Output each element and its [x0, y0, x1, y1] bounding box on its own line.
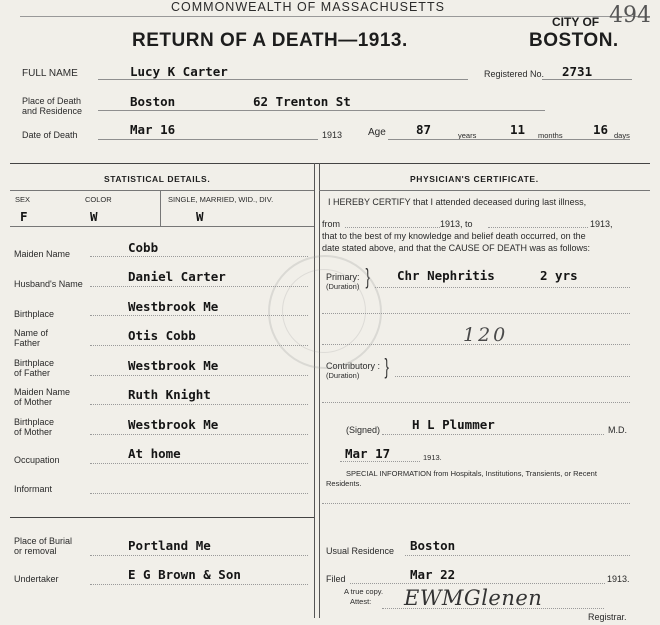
occupation-value: At home — [128, 446, 181, 461]
place-label-2: and Residence — [22, 106, 83, 116]
contributory-label: Contributory : — [326, 361, 381, 371]
contributory-brace: } — [384, 354, 389, 379]
document-title: RETURN OF A DEATH—1913. — [132, 30, 408, 51]
registered-number: 2731 — [562, 64, 593, 79]
registered-label: Registered No. — [484, 69, 545, 79]
mother-maiden-name-value: Ruth Knight — [128, 387, 211, 402]
city-of-label: CITY OF — [552, 15, 600, 29]
handwritten-code: 120 — [463, 324, 509, 346]
age-label: Age — [368, 127, 386, 138]
undertaker-value: E G Brown & Son — [128, 567, 241, 582]
primary-duration-label: (Duration) — [326, 282, 360, 291]
primary-brace: } — [365, 264, 370, 289]
maiden-name-value: Cobb — [128, 240, 159, 255]
from-label: from — [322, 219, 340, 229]
primary-label: Primary: — [326, 272, 360, 282]
city-name: BOSTON. — [529, 30, 619, 51]
usual-residence-label: Usual Residence — [326, 546, 395, 556]
commonwealth-heading: COMMONWEALTH OF MASSACHUSETTS — [171, 0, 445, 14]
certify-line-1: I HEREBY CERTIFY that I attended deceased during last illness, — [328, 197, 587, 207]
maiden-name-label: Maiden Name — [14, 249, 71, 259]
full-name-label: FULL NAME — [22, 68, 78, 79]
father-name-label-1: Name of — [14, 328, 49, 338]
contributory-duration-label: (Duration) — [326, 371, 360, 380]
md-label: M.D. — [608, 425, 627, 435]
sex-value: F — [20, 209, 28, 224]
mother-maiden-name-label-1: Maiden Name — [14, 387, 71, 397]
death-year: 1913 — [322, 130, 343, 140]
color-label: COLOR — [85, 195, 112, 204]
father-birthplace-label-2: of Father — [14, 368, 51, 378]
father-birthplace-value: Westbrook Me — [128, 358, 219, 373]
faint-seal-inner-ring — [282, 269, 366, 353]
registrar-signature: EWMGlenen — [404, 586, 543, 610]
husband-name-value: Daniel Carter — [128, 269, 226, 284]
place-street-value: 62 Trenton St — [253, 94, 351, 109]
burial-value: Portland Me — [128, 538, 211, 553]
filed-label: Filed — [326, 574, 346, 584]
marital-value: W — [196, 209, 204, 224]
full-name-value: Lucy K Carter — [130, 64, 228, 79]
date-of-death-label: Date of Death — [22, 130, 78, 140]
physician-certificate-heading: PHYSICIAN'S CERTIFICATE. — [410, 174, 539, 184]
registrar-label: Registrar. — [588, 612, 627, 622]
years-label: years — [458, 131, 477, 140]
marital-label: SINGLE, MARRIED, WID., DIV. — [168, 195, 274, 204]
burial-label-2: or removal — [14, 546, 57, 556]
date-of-death-value: Mar 16 — [130, 122, 176, 137]
age-months-value: 11 — [510, 122, 526, 137]
signed-year: 1913. — [423, 453, 442, 462]
husband-name-label: Husband's Name — [14, 279, 83, 289]
burial-label-1: Place of Burial — [14, 536, 73, 546]
to-year: 1913, — [590, 219, 613, 229]
months-label: months — [538, 131, 563, 140]
age-years-value: 87 — [416, 122, 432, 137]
occupation-label: Occupation — [14, 455, 60, 465]
sex-label: SEX — [15, 195, 31, 204]
father-birthplace-label-1: Birthplace — [14, 358, 55, 368]
birthplace-label: Birthplace — [14, 309, 55, 319]
certify-line-3: that to the best of my knowledge and belief death occurred, on the — [322, 231, 586, 241]
physician-name-value: H L Plummer — [412, 417, 495, 432]
informant-label: Informant — [14, 484, 53, 494]
usual-residence-value: Boston — [410, 538, 456, 553]
filed-date-value: Mar 22 — [410, 567, 456, 582]
true-copy-label: A true copy. — [344, 587, 384, 596]
place-city-value: Boston — [130, 94, 176, 109]
mother-birthplace-label-2: of Mother — [14, 427, 53, 437]
mother-birthplace-value: Westbrook Me — [128, 417, 219, 432]
from-year: 1913, to — [440, 219, 473, 229]
father-name-label-2: Father — [14, 338, 41, 348]
mother-maiden-name-label-2: of Mother — [14, 397, 53, 407]
birthplace-value: Westbrook Me — [128, 299, 219, 314]
mother-birthplace-label-1: Birthplace — [14, 417, 55, 427]
statistical-details-heading: STATISTICAL DETAILS. — [104, 174, 211, 184]
days-label: days — [614, 131, 630, 140]
special-info-line-2: Residents. — [326, 479, 362, 488]
special-info-line-1: SPECIAL INFORMATION from Hospitals, Institutions, Transients, or Recent — [346, 469, 597, 478]
attest-label: Attest: — [350, 597, 372, 606]
father-name-value: Otis Cobb — [128, 328, 196, 343]
city-number: 494 — [609, 3, 651, 28]
primary-duration-value: 2 yrs — [540, 268, 578, 283]
primary-cause-value: Chr Nephritis — [397, 268, 495, 283]
color-value: W — [90, 209, 98, 224]
age-days-value: 16 — [593, 122, 609, 137]
signed-date-value: Mar 17 — [345, 446, 391, 461]
place-label-1: Place of Death — [22, 96, 82, 106]
undertaker-label: Undertaker — [14, 574, 59, 584]
certify-line-4: date stated above, and that the CAUSE OF DEATH was as follows: — [322, 243, 590, 253]
signed-label: (Signed) — [346, 425, 381, 435]
filed-year: 1913. — [607, 574, 630, 584]
